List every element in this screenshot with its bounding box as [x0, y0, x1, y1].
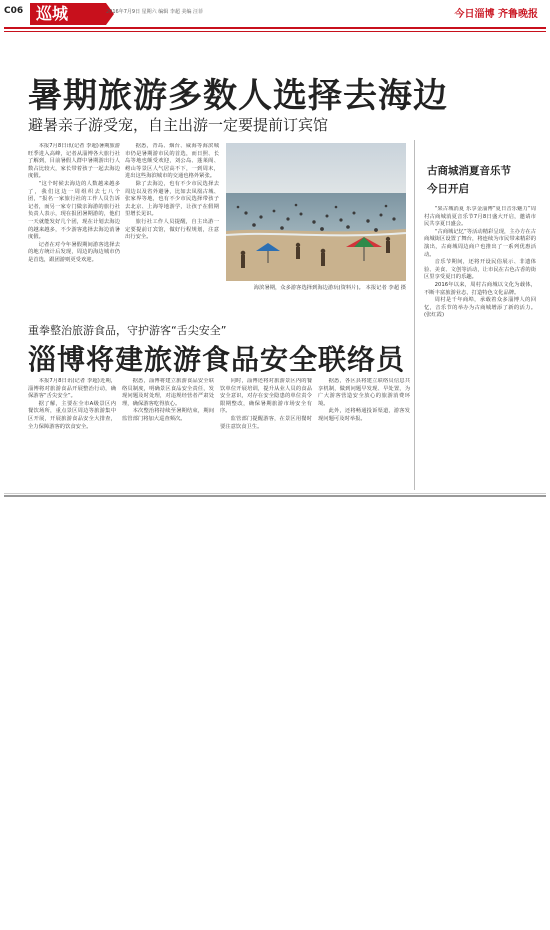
- paragraph: “古商城记忆”等活动精彩呈现，主办方在古商城街区设置了舞台，将连续为市民带来精彩的演出，古商城周边商户也推出了一系列优惠活动。: [424, 228, 536, 258]
- paragraph: 2016年以来，周村古商城以文化为载体，不断丰富旅游业态，打造特色文化品牌。: [424, 281, 536, 296]
- article2-kicker: 重拳整治旅游食品，守护游客“舌尖安全”: [28, 324, 227, 337]
- article2-column-2: [122, 378, 214, 488]
- paragraph: 本报7月8日讯(记者 李超)近期，淄博将对旅游食品开展整治行动，确保游客“舌尖安全”。: [28, 378, 116, 400]
- paragraph: 据悉，各区县将建立联络员信息共享机制，做到问题早发现、早处置，为广大游客营造安全放心的旅游消费环境。: [318, 378, 410, 407]
- paragraph: “这个时候去海边的人数越来越多了，我们这边一周组织去七八个团，“报名一家旅行社的工作人员告诉记者，而另一家专门做亲海游的旅行社负责人表示，现在报团暑期游的，他们一天就能发好几个团，现在计划去海边的越来越多，不少游客选择去海边消暑度假。: [28, 180, 120, 241]
- paragraph: 音乐节期间，还将开设民俗展示、非遗体验、美食、文创等活动，让市民在古色古香的街区里享受夏日的乐趣。: [424, 259, 536, 281]
- article2-column-3: [220, 378, 312, 488]
- paragraph: 旅行社工作人员提醒，自主出游一定要提前订宾馆，做好行程规划，注意出行安全。: [125, 218, 219, 241]
- sidebar-title: 古商城消夏音乐节: [427, 165, 511, 177]
- newspaper-brand: 今日淄博 齐鲁晚报: [454, 9, 538, 20]
- paragraph: 本次整治将持续至暑期结束，期间监管部门将加大巡查频次。: [122, 408, 214, 422]
- header-rule-thin: [4, 31, 546, 32]
- section-label: 巡城: [30, 3, 106, 25]
- article2-column-4: [318, 378, 410, 488]
- bottom-rule: [4, 493, 546, 494]
- sidebar-body: [424, 206, 536, 486]
- paragraph: 据悉，青岛、烟台、威海等海滨城市仍是暑期游市民的首选，而日照、长岛等地也颇受欢迎，刘公岛、蓬莱阁、崂山等景区人气居高不下，一到周末，进出这些海滨城市的交通也格外紧张。: [125, 143, 219, 180]
- paragraph: 据了解，主要在全市A级景区内餐饮场所，重点景区周边等旅游集中区开展，开展旅游食品安全大排查，全力保障游客的饮食安全。: [28, 400, 116, 430]
- column-divider: [414, 140, 415, 490]
- article1-column-1: [28, 143, 120, 313]
- photo-caption: 海滨暑期，众多游客选择到海边游玩(资料片)。 本报记者 李超 摄: [253, 285, 406, 291]
- paragraph: 除了去海边，也有不少市民选择去周边以及省外避暑，比如去凤凰古城、张家界等地，也有不少市民选择带孩子去北京、上海等地游学，让孩子在假期里增长见识。: [125, 180, 219, 218]
- article2-headline: 淄博将建旅游食品安全联络员: [28, 343, 406, 376]
- paragraph: 监管部门提醒游客，在景区用餐时要注意饮食卫生。: [220, 415, 312, 430]
- article1-headline: 暑期旅游多数人选择去海边: [28, 76, 448, 116]
- article2-column-1: [28, 378, 116, 488]
- sidebar-subtitle: 今日开启: [427, 183, 469, 195]
- paragraph: 同时，淄博还将对旅游景区内的餐饮单位开展培训，提升从业人员的食品安全意识，对存在安全隐患的单位责令限期整改，确保暑期旅游市场安全有序。: [220, 378, 312, 415]
- article1-subhead: 避暑亲子游受宠，自主出游一定要提前订宾馆: [28, 116, 329, 134]
- beach-scene-image: [226, 143, 406, 281]
- header-rule: [4, 27, 546, 29]
- issue-meta: 2016年7月9日 星期六 编辑 李超 美编 汪菲: [106, 9, 204, 15]
- paragraph: 本报7月8日讯(记者 李超)暑期旅游旺季进入高峰，记者从淄博各大旅行社了解到，目前暑假人群中暑期游出行人数占比较大，家长带着孩子一起去海边度假。: [28, 143, 120, 180]
- page-number: C06: [4, 6, 24, 16]
- paragraph: “果古城消夏 乐享金淄博”夏日音乐魅力”周村古商城消夏音乐节7月8日盛大开启，邀请市民共享夏日盛会。: [424, 206, 536, 228]
- bottom-rule-thick: [4, 495, 546, 497]
- paragraph: 记者在对今年暑假期间游客选择去的地方统计后发现，周边的海边城市仍是首选，跟团游则更受欢迎。: [28, 241, 120, 263]
- paragraph: 周村是千年商埠，承载着众多淄博人的回忆，音乐节的举办为古商城增添了新的活力。(张红霞): [424, 297, 536, 319]
- paragraph: 据悉，淄博将建立旅游食品安全联络员制度，明确景区食品安全责任，发现问题及时处理，对违规经营者严肃处理，确保游客吃得放心。: [122, 378, 214, 407]
- beach-photo: [226, 143, 406, 281]
- paragraph: 此外，还将畅通投诉渠道，游客发现问题可及时举报。: [318, 408, 410, 422]
- article1-column-2: [125, 143, 219, 313]
